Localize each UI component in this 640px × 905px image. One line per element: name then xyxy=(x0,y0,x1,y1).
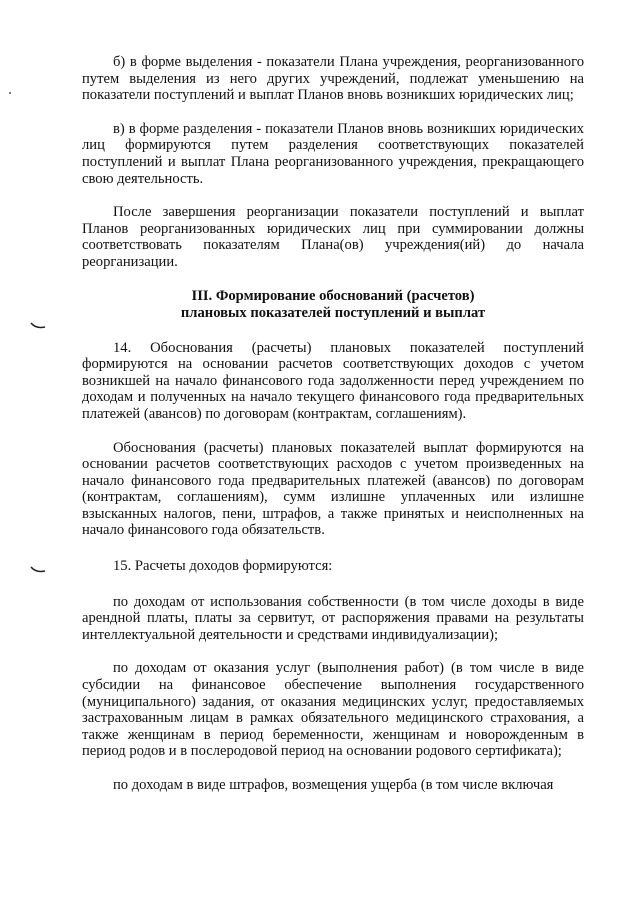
paragraph-15: 15. Расчеты доходов формируются: xyxy=(113,558,333,575)
paragraph-15-fines-income: по доходам в виде штрафов, возмещения ущерба (в том числе включая xyxy=(113,777,554,793)
paragraph-14-payments: Обоснования (расчеты) плановых показателей выплат формируются на основании расчетов соответствующих расходов с учетом произведенных на начало финансового года предварительных платежей (авансов) по договорам (контрактам, соглашениям), сумм излишне уплаченных или излишне взысканных налогов, пени, штрафов, а также принятых и неисполненных на начало финансового года обязательств. xyxy=(82,439,584,539)
margin-bracket-mark xyxy=(30,566,46,574)
paragraph-after-reorganization: После завершения реорганизации показатели поступлений и выплат Планов реорганизованных юридических лиц при суммировании должны соответствовать показателям Плана(ов) учреждения(ий) до начала реорганизации. xyxy=(82,204,584,270)
document-page xyxy=(82,54,584,811)
scan-speck xyxy=(9,92,11,94)
margin-bracket-mark xyxy=(30,322,46,330)
section-heading-line-1: III. Формирование обоснований (расчетов) xyxy=(191,287,475,304)
paragraph-14: 14. Обоснования (расчеты) плановых показателей поступлений формируются на основании расчетов соответствующих доходов с учетом возникшей на начало финансового года задолженности перед учреждением по доходам и полученных на начало текущего финансового года предварительных платежей (авансов) по договорам (контрактам, соглашениям). xyxy=(82,339,584,422)
paragraph-15-services-income: по доходам от оказания услуг (выполнения работ) (в том числе в виде субсидии на финансовое обеспечение выполнения государственного (муниципального) задания, от оказания медицинских услуг, предоставляемых застрахованным лицам в рамках обязательного медицинского страхования, а также женщинам в период беременности, женщинам и новорожденным в период родов и в послеродовой период на основании родового сертификата); xyxy=(82,660,584,760)
paragraph-15-property-income: по доходам от использования собственности (в том числе доходы в виде арендной платы, платы за сервитут, от распоряжения правами на результаты интеллектуальной деятельности и средствами индивидуализации); xyxy=(82,593,584,643)
section-heading-line-2: плановых показателей поступлений и выплат xyxy=(180,304,486,321)
paragraph-v: в) в форме разделения - показатели Планов вновь возникших юридических лиц формируются путем разделения соответствующих показателей поступлений и выплат Плана реорганизованного учреждения, прекращающего свою деятельность. xyxy=(82,120,584,187)
section-heading xyxy=(82,288,584,322)
paragraph-b: б) в форме выделения - показатели Плана учреждения, реорганизованного путем выделения из него других учреждений, подлежат уменьшению на показатели поступлений и выплат Планов вновь возникших юридических лиц; xyxy=(82,54,584,104)
